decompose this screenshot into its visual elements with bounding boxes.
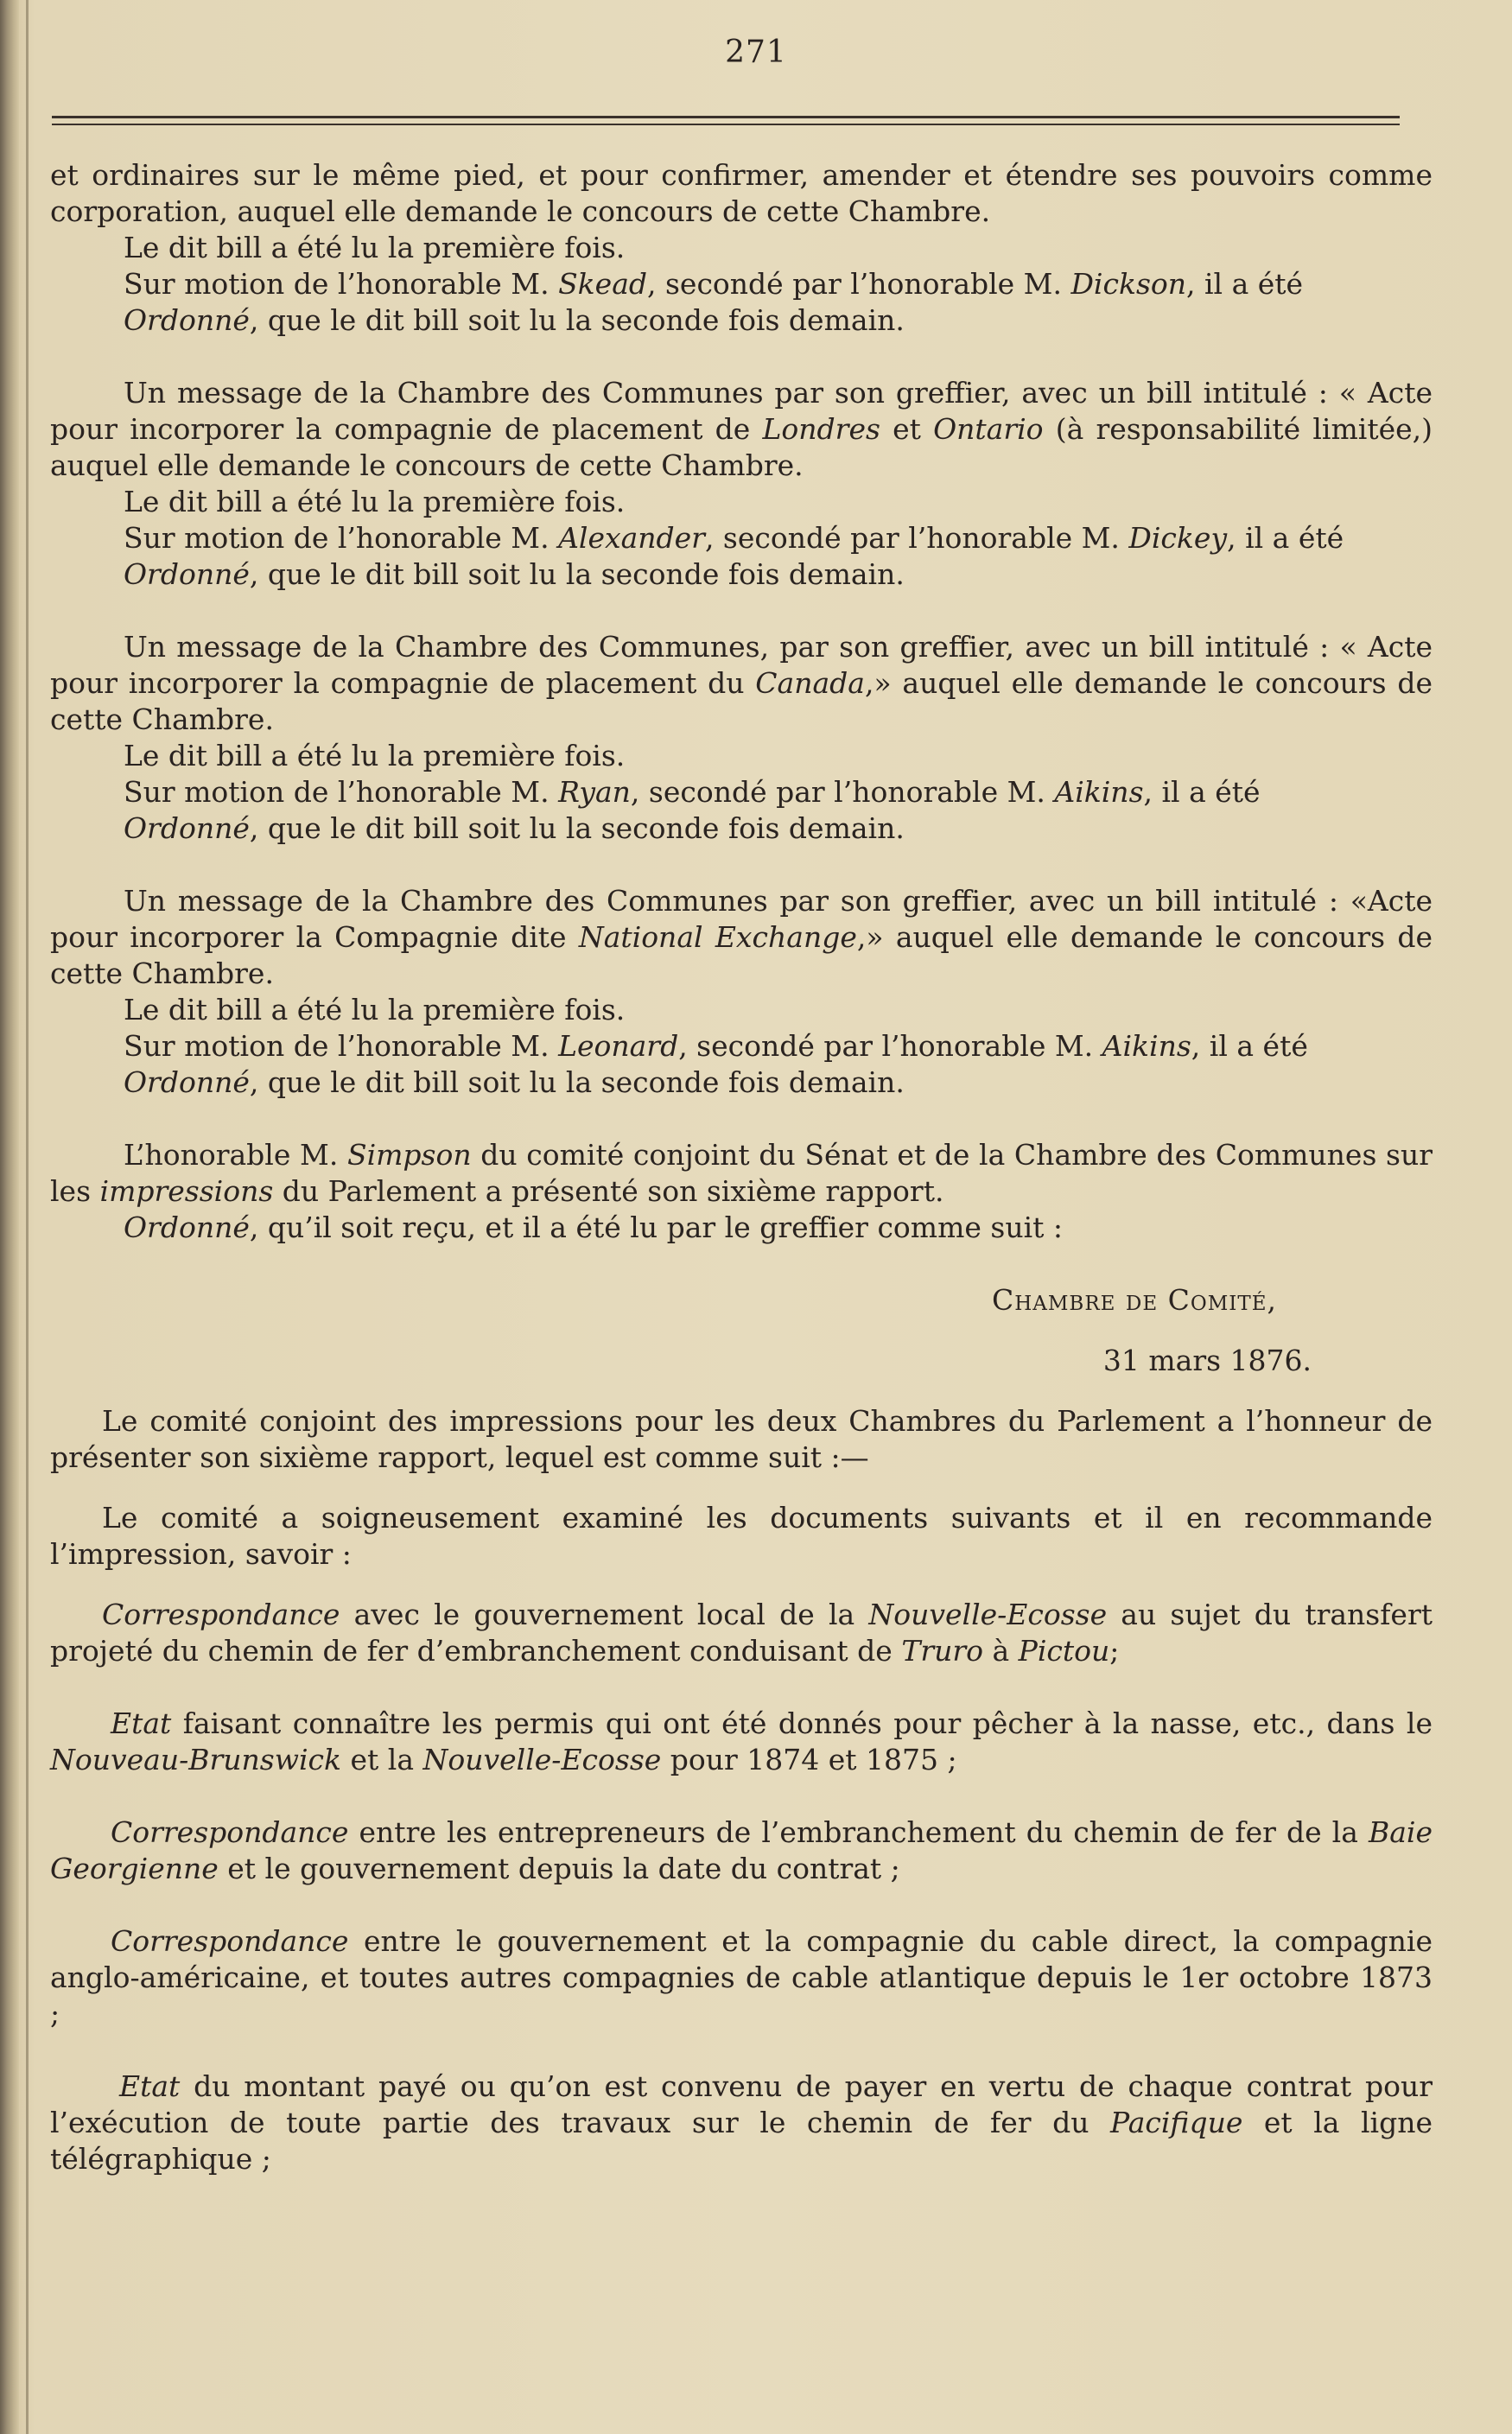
header-rule-top: [52, 116, 1400, 118]
ordered-line: Ordonné, qu’il soit reçu, et il a été lu par le greffier comme suit :: [124, 1211, 1064, 1244]
ordered-line: Ordonné, que le dit bill soit lu la seconde fois demain.: [124, 1065, 905, 1099]
binding-margin-line: [26, 0, 29, 2434]
motion-line: Sur motion de l’honorable M. Ryan, secondé par l’honorable M. Aikins, il a été: [124, 775, 1261, 809]
report-item: Correspondance avec le gouvernement local de la Nouvelle-Ecosse au sujet du transfert projeté du chemin de fer d’embranchement conduisant de Truro à Pictou;: [50, 1598, 1433, 1668]
message-paragraph: Un message de la Chambre des Communes par son greffier, avec un bill intitulé : «Acte pour incorporer la Compagnie dite National Exchange,» auquel elle demande le concours de cette Chambre.: [50, 884, 1433, 990]
report-item: Etat du montant payé ou qu’on est convenu de payer en vertu de chaque contrat pour l’exécution de toute partie des travaux sur le chemin de fer du Pacifique et la ligne télégraphique ;: [50, 2069, 1433, 2176]
report-item: Correspondance entre les entrepreneurs de l’embranchement du chemin de fer de la Baie Georgienne et le gouvernement depuis la date du contrat ;: [50, 1815, 1433, 1885]
report-examined: Le comité a soigneusement examiné les documents suivants et il en recommande l’impression, savoir :: [50, 1501, 1433, 1571]
ordered-line: Ordonné, que le dit bill soit lu la seconde fois demain.: [124, 557, 905, 591]
report-date: 31 mars 1876.: [1102, 1344, 1312, 1377]
first-reading-line: Le dit bill a été lu la première fois.: [124, 231, 626, 264]
page-number: 271: [725, 35, 787, 70]
paragraph-continuation: et ordinaires sur le même pied, et pour confirmer, amender et étendre ses pouvoirs comme corporation, auquel elle demande le concours de cette Chambre.: [50, 158, 1433, 228]
header-rule-bottom: [52, 124, 1400, 125]
report-item: Etat faisant connaître les permis qui ont été donnés pour pêcher à la nasse, etc., dans le Nouveau-Brunswick et la Nouvelle-Ecosse pour 1874 et 1875 ;: [50, 1706, 1433, 1776]
motion-line: Sur motion de l’honorable M. Leonard, secondé par l’honorable M. Aikins, il a été: [124, 1029, 1308, 1063]
page-body: [50, 157, 1433, 2177]
page-binding-edge: [0, 0, 19, 2434]
report-heading: Chambre de Comité,: [991, 1283, 1277, 1317]
motion-line: Sur motion de l’honorable M. Skead, secondé par l’honorable M. Dickson, il a été: [124, 267, 1304, 301]
first-reading-line: Le dit bill a été lu la première fois.: [124, 485, 626, 518]
ordered-line: Ordonné, que le dit bill soit lu la seconde fois demain.: [124, 303, 905, 337]
motion-line: Sur motion de l’honorable M. Alexander, secondé par l’honorable M. Dickey, il a été: [124, 521, 1344, 555]
first-reading-line: Le dit bill a été lu la première fois.: [124, 993, 626, 1026]
ordered-line: Ordonné, que le dit bill soit lu la seconde fois demain.: [124, 811, 905, 845]
report-item: Correspondance entre le gouvernement et la compagnie du cable direct, la compagnie anglo-américaine, et toutes autres compagnies de cable atlantique depuis le 1er octobre 1873 ;: [50, 1924, 1433, 2030]
report-intro: Le comité conjoint des impressions pour les deux Chambres du Parlement a l’honneur de présenter son sixième rapport, lequel est comme suit :—: [50, 1404, 1433, 1474]
message-paragraph: Un message de la Chambre des Communes, par son greffier, avec un bill intitulé : « Acte pour incorporer la compagnie de placement du Canada,» auquel elle demande le concours de cette Chambre.: [50, 630, 1433, 736]
report-presented-paragraph: L’honorable M. Simpson du comité conjoint du Sénat et de la Chambre des Communes sur les impressions du Parlement a présenté son sixième rapport.: [50, 1138, 1433, 1208]
message-paragraph: Un message de la Chambre des Communes par son greffier, avec un bill intitulé : « Acte pour incorporer la compagnie de placement de Londres et Ontario (à responsabilité limitée,) auquel elle demande le concours de cette Chambre.: [50, 376, 1433, 482]
first-reading-line: Le dit bill a été lu la première fois.: [124, 739, 626, 772]
